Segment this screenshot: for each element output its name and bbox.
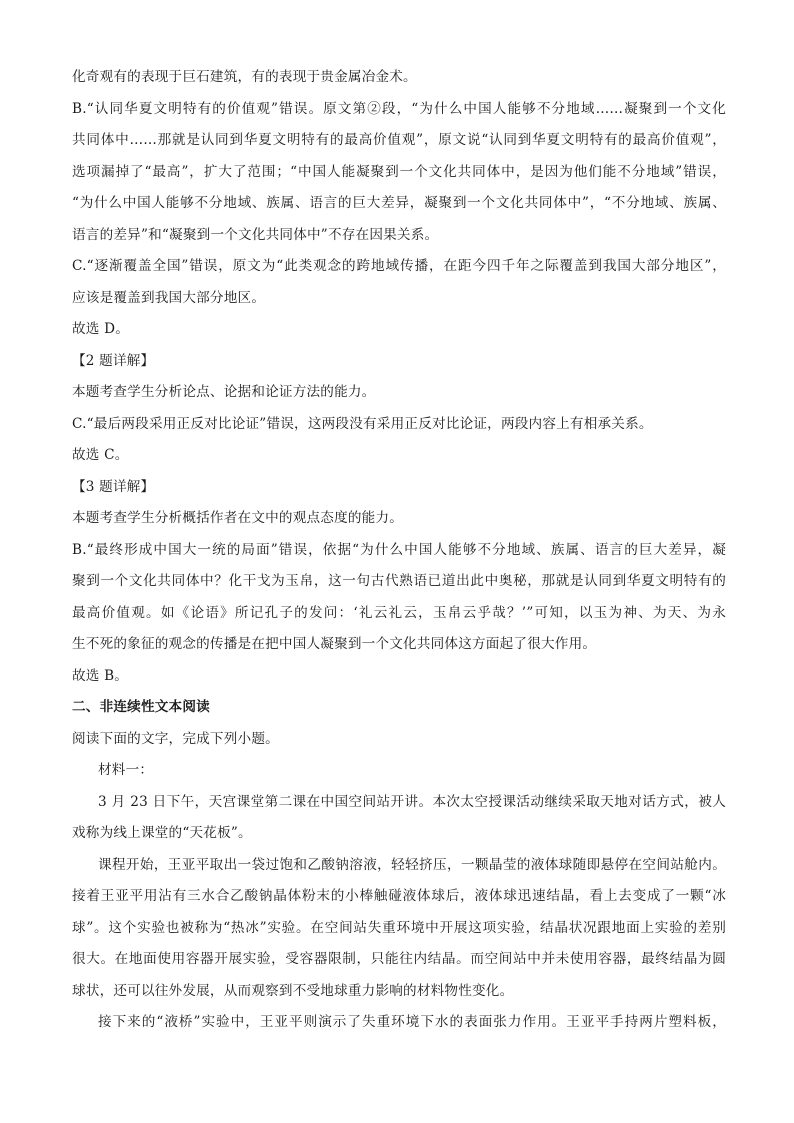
text-line-5: “为什么中国人能够不分地域、族属、语言的巨大差异，凝聚到一个文化共同体中”，“不分地域、族属、 [72, 195, 726, 211]
text-line-29: 很大。在地面使用容器开展实验，受容器限制，只能往内结晶。而空间站中并未使用容器，最终结晶为圆 [72, 951, 726, 967]
text-line-24: 3 月 23 日下午，天宫课堂第二课在中国空间站开讲。本次太空授课活动继续采取天地对话方式，被人 [98, 793, 726, 810]
text-line-28: 球”。这个实验也被称为“热冰”实验。在空间站失重环境中开展这项实验，结晶状况跟地面上实验的差别 [72, 919, 726, 936]
answer-line-1: 故选 D。 [72, 321, 130, 337]
answer-line-2: 故选 C。 [72, 447, 129, 463]
text-line-19: 生不死的象征的观念的传播是在把中国人凝聚到一个文化共同体这方面起了很大作用。 [72, 636, 597, 652]
text-line-18: 最高价值观。如《论语》所记孔子的发问：‘礼云礼云，玉帛云乎哉？’”可知，以玉为神、为天、为永 [72, 604, 726, 621]
text-line-26: 课程开始，王亚平取出一袋过饱和乙酸钠溶液，轻轻挤压，一颗晶莹的液体球随即悬停在空间站舱内。 [98, 856, 726, 873]
text-line-2: B.“认同华夏文明特有的价值观”错误。原文第②段，“为什么中国人能够不分地域……凝聚到一个文化 [72, 100, 726, 117]
section-header-q3: 【3 题详解】 [72, 478, 155, 495]
text-line-17: 聚到一个文化共同体中？化干戈为玉帛，这一句古代熟语已道出此中奥秘，那就是认同到华夏文明特有的 [72, 573, 726, 589]
text-line-8: 应该是覆盖到我国大部分地区。 [72, 289, 266, 306]
section-header-q2: 【2 题详解】 [72, 352, 155, 369]
document-page [72, 62, 726, 1039]
text-line-31: 接下来的“液桥”实验中，王亚平则演示了失重环境下水的表面张力作用。王亚平手持两片塑料板， [98, 1014, 726, 1030]
text-line-16: B.“最终形成中国大一统的局面”错误，依据“为什么中国人能够不分地域、族属、语言的巨大差异，凝 [72, 541, 726, 558]
text-line-12: C.“最后两段采用正反对比论证”错误，这两段没有采用正反对比论证，两段内容上有相承关系。 [72, 415, 653, 432]
section-title-nonlinear-reading: 二、非连续性文本阅读 [72, 699, 210, 715]
text-line-30: 球状，还可以往外发展，从而观察到不受地球重力影响的材料物性变化。 [72, 982, 514, 999]
text-line-27: 接着王亚平用沾有三水合乙酸钠晶体粉末的小棒触碰液体球后，液体球迅速结晶，看上去变成了一颗“冰 [72, 888, 726, 904]
answer-line-3: 故选 B。 [72, 667, 129, 684]
text-line-7: C.“逐渐覆盖全国”错误，原文为“此类观念的跨地域传播，在距今四千年之际覆盖到我国大部分地区”， [72, 258, 726, 274]
material-label: 材料一： [98, 762, 154, 778]
text-line-6: 语言的差异”和“凝聚到一个文化共同体中”不存在因果关系。 [72, 226, 439, 243]
text-line-15: 本题考查学生分析概括作者在文中的观点态度的能力。 [72, 510, 404, 526]
text-line-3: 共同体中……那就是认同到华夏文明特有的最高价值观”，原文说“认同到华夏文明特有的最高价值观”， [72, 132, 726, 148]
text-line-25: 戏称为线上课堂的“天花板”。 [72, 825, 252, 841]
text-line-1: 化奇观有的表现于巨石建筑，有的表现于贵金属冶金术。 [72, 69, 417, 85]
text-line-11: 本题考查学生分析论点、论据和论证方法的能力。 [72, 384, 376, 400]
text-line-4: 选项漏掉了“最高”，扩大了范围；“中国人能凝聚到一个文化共同体中，是因为他们能不分地域”错误， [72, 163, 726, 180]
instruction-line: 阅读下面的文字，完成下列小题。 [72, 730, 279, 747]
